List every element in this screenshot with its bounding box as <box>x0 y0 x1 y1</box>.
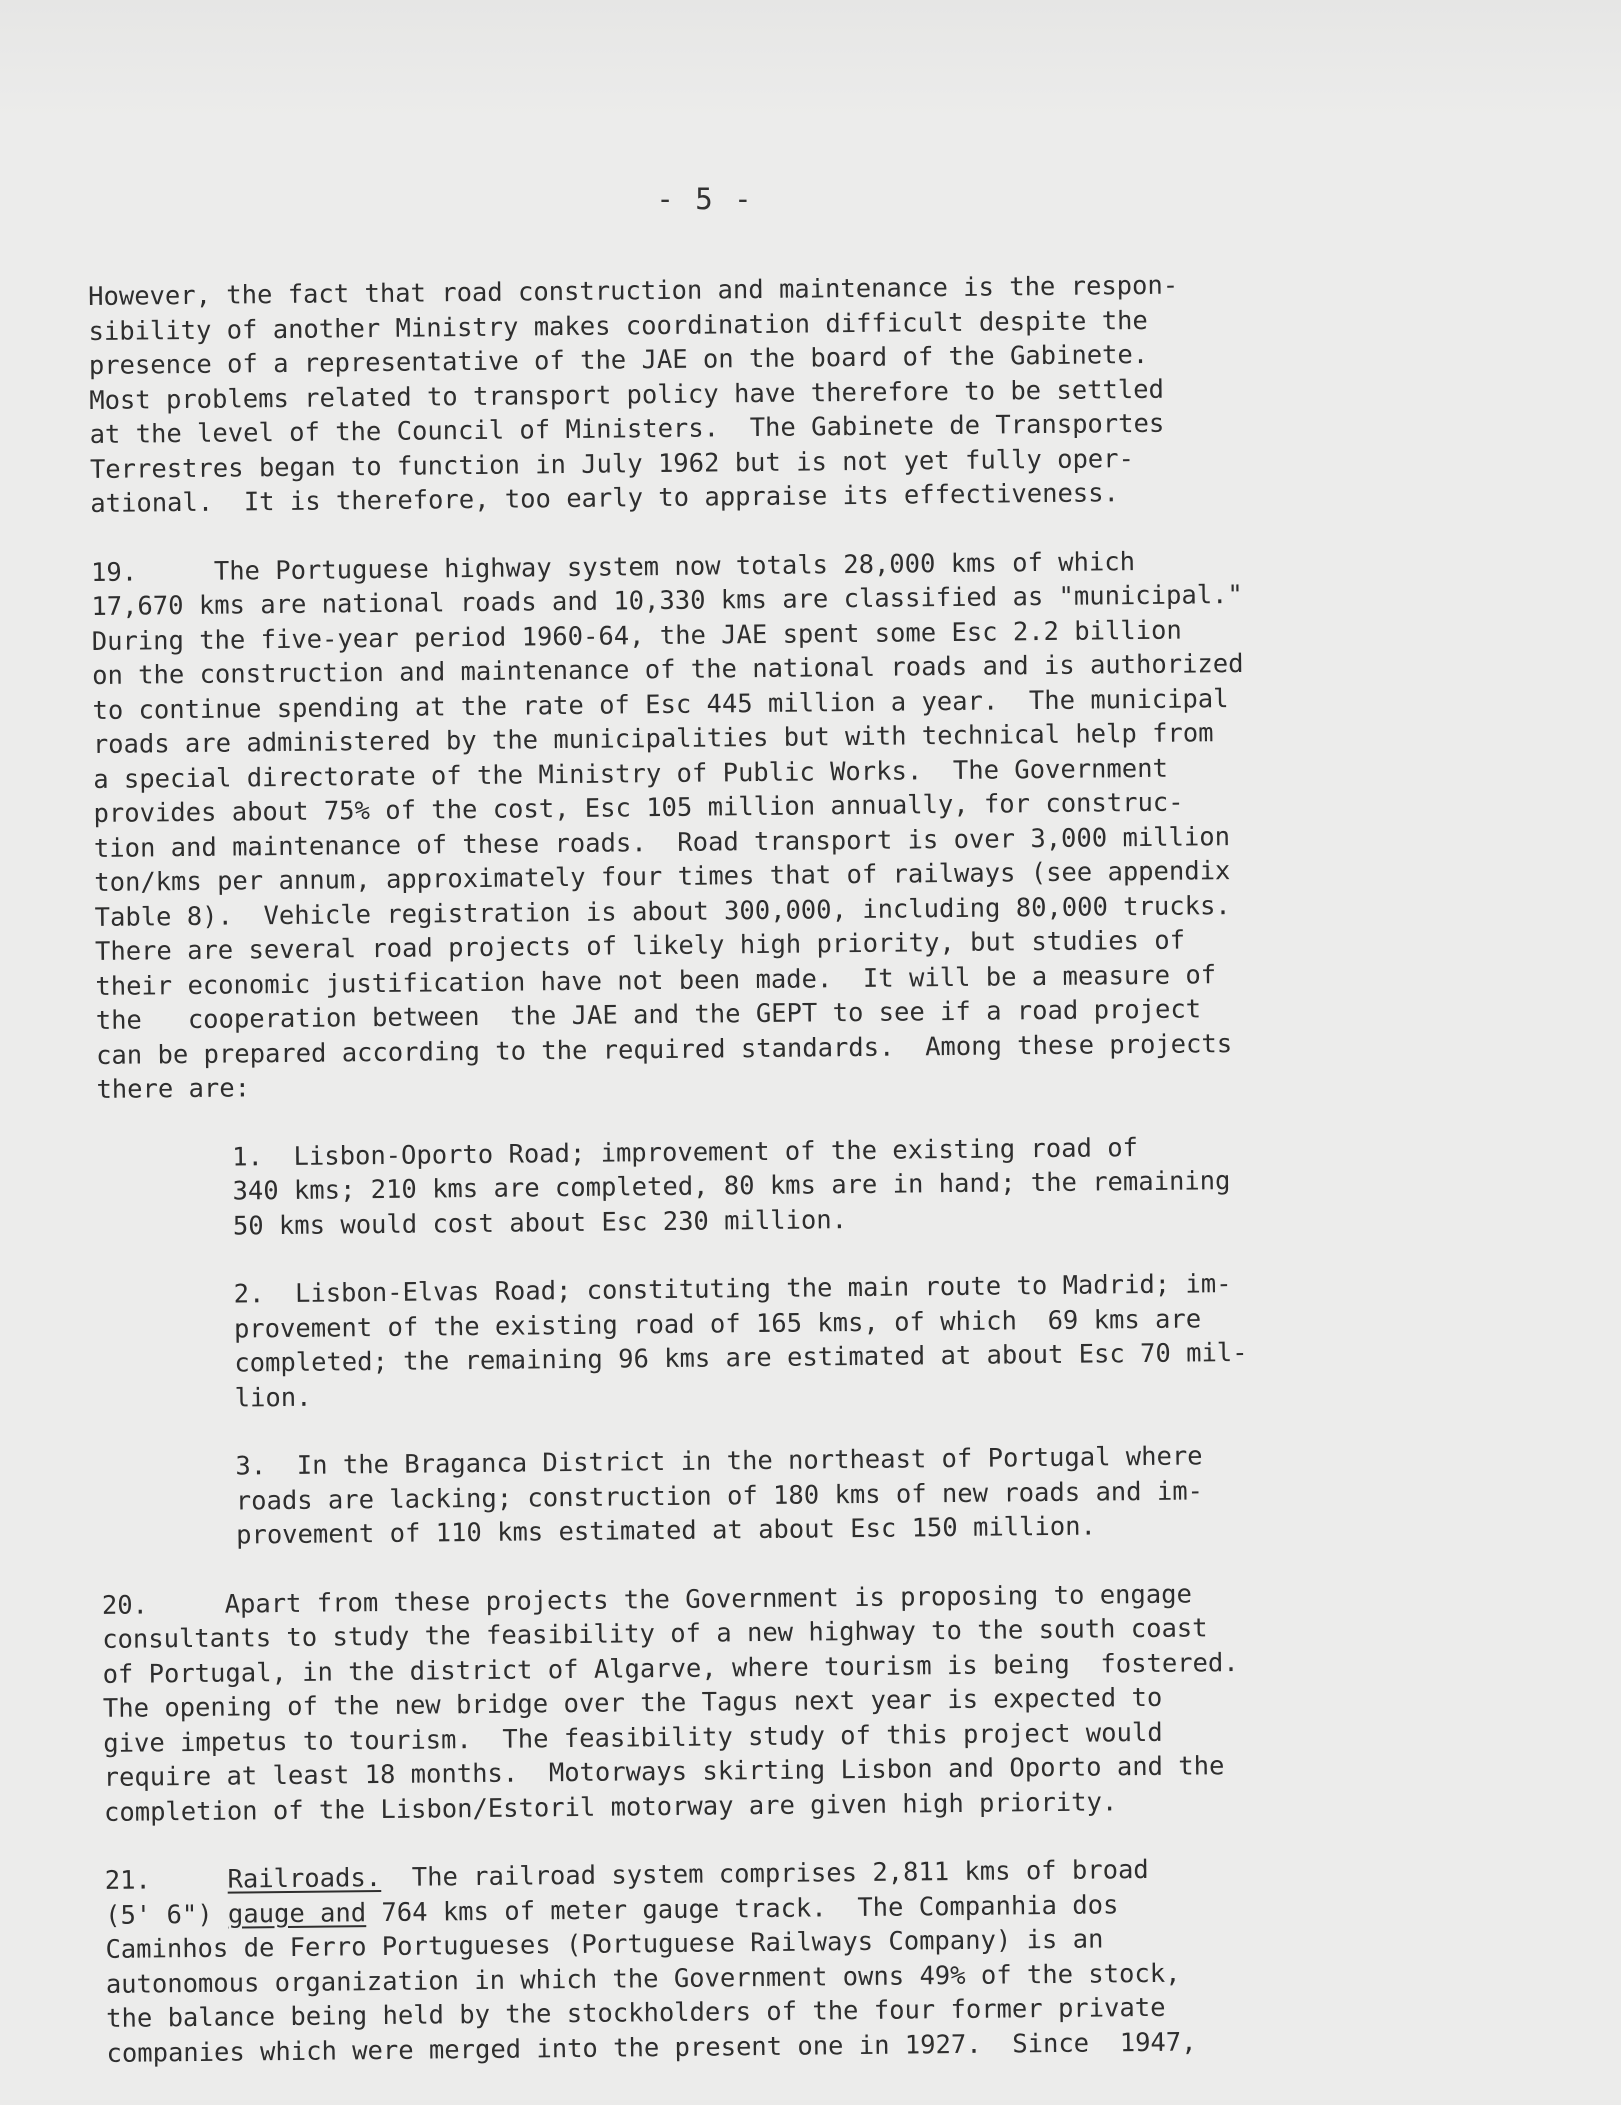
page-number: - 5 - <box>656 182 754 216</box>
text-line: 2. Lisbon-Elvas Road; constituting the main route to Madrid; im- <box>233 1269 1232 1310</box>
text-line: on the construction and maintenance of the national roads and is authorized <box>91 648 1244 691</box>
text-line: require at least 18 months. Motorways skirting Lisbon and Oporto and the <box>103 1751 1225 1793</box>
text-line: Table 8). Vehicle registration is about 300,000, including 80,000 trucks. <box>94 890 1231 933</box>
text-line: 20. Apart from these projects the Government is proposing to engage <box>101 1579 1192 1621</box>
text-line: consultants to study the feasibility of a new highway to the south coast <box>102 1613 1208 1655</box>
underlined-text: gauge and <box>227 1897 367 1930</box>
text-line: the balance being held by the stockholders of the four former private <box>106 1992 1166 2034</box>
paragraph-intro <box>88 267 1370 522</box>
text-line: roads are administered by the municipalities but with technical help from <box>92 718 1214 760</box>
text-line: Caminhos de Ferro Portugueses (Portuguese Railways Company) is an <box>105 1924 1104 1965</box>
text-line: There are several road projects of likely high priority, but studies of <box>94 925 1186 967</box>
text-line: of Portugal, in the district of Algarve, where tourism is being fostered. <box>102 1647 1239 1690</box>
text-line: autonomous organization in which the Government owns 49% of the stock, <box>105 1958 1181 2000</box>
text-line: at the level of the Council of Ministers. The Gabinete de Transportes <box>89 408 1165 450</box>
paragraph-21 <box>105 1851 1387 2071</box>
text-line: roads are lacking; construction of 180 kms of new roads and im- <box>235 1475 1204 1517</box>
section-heading-railroads: Railroads. <box>227 1863 382 1895</box>
text-line: However, the fact that road construction and maintenance is the respon- <box>88 270 1179 312</box>
text-line: lion. <box>234 1382 312 1414</box>
text-line: can be prepared according to the required standards. Among these projects <box>95 1028 1233 1071</box>
text-line: Terrestres began to function in July 1962 but is not yet fully oper- <box>89 443 1135 485</box>
text-segment: The railroad system comprises 2,811 kms of broad <box>380 1854 1149 1894</box>
text-line: tion and maintenance of these roads. Road transport is over 3,000 million <box>93 821 1231 864</box>
text-line: Most problems related to transport policy have therefore to be settled <box>89 374 1165 416</box>
text-line: give impetus to tourism. The feasibility study of this project would <box>103 1717 1163 1759</box>
list-item-2 <box>98 1266 1379 1417</box>
text-line: ton/kms per annum, approximately four times that of railways (see appendix <box>94 856 1231 898</box>
paragraph-number: 21. <box>104 1865 151 1896</box>
text-line: companies which were merged into the present one in 1927. Since 1947, <box>106 2026 1197 2069</box>
text-line: presence of a representative of the JAE on the board of the Gabinete. <box>88 339 1149 381</box>
text-line: there are: <box>96 1073 251 1105</box>
text-line: 1. Lisbon-Oporto Road; improvement of the existing road of <box>232 1132 1139 1173</box>
text-line: the cooperation between the JAE and the GEPT to see if a road project <box>95 994 1202 1036</box>
text-line: ational. It is therefore, too early to appraise its effectiveness. <box>90 478 1120 519</box>
page-top-shading <box>0 0 1621 120</box>
text-line: to continue spending at the rate of Esc 445 million a year. The municipal <box>92 683 1229 726</box>
text-line: sibility of another Ministry makes coordination difficult despite the <box>88 305 1148 347</box>
text-line: provides about 75% of the cost, Esc 105 million annually, for construc- <box>93 787 1184 829</box>
paragraph-20 <box>102 1575 1384 1830</box>
text-line: 3. In the Braganca District in the northeast of Portugal where <box>235 1441 1203 1482</box>
text-line: During the five-year period 1960-64, the JAE spent some Esc 2.2 billion <box>91 615 1182 657</box>
text-segment: (5' 6") <box>104 1899 229 1931</box>
list-item-3 <box>100 1438 1381 1555</box>
text-line: completion of the Lisbon/Estoril motorway are given high priority. <box>103 1786 1118 1828</box>
text-line: completed; the remaining 96 kms are estimated at about Esc 70 mil- <box>234 1337 1248 1379</box>
text-line: provement of 110 kms estimated at about Esc 150 million. <box>235 1511 1097 1551</box>
text-segment: 764 kms of meter gauge track. The Companhia dos <box>365 1889 1119 1928</box>
text-line: The opening of the new bridge over the Tagus next year is expected to <box>102 1682 1163 1724</box>
text-line: a special directorate of the Ministry of Public Works. The Government <box>93 753 1169 795</box>
document-body <box>88 267 1387 2105</box>
text-line: 50 kms would cost about Esc 230 million. <box>232 1204 848 1242</box>
text-line: 17,670 kms are national roads and 10,330 kms are classified as "municipal." <box>91 579 1243 622</box>
text-line: 19. The Portuguese highway system now totals 28,000 kms of which <box>90 546 1136 588</box>
list-item-1 <box>97 1128 1378 1245</box>
text-line: provement of the existing road of 165 kms, of which 69 kms are <box>233 1303 1202 1345</box>
text-line: 340 kms; 210 kms are completed, 80 kms are in hand; the remaining <box>232 1166 1231 1207</box>
paragraph-19 <box>91 542 1377 1107</box>
text-line: their economic justification have not been made. It will be a measure of <box>95 959 1217 1002</box>
